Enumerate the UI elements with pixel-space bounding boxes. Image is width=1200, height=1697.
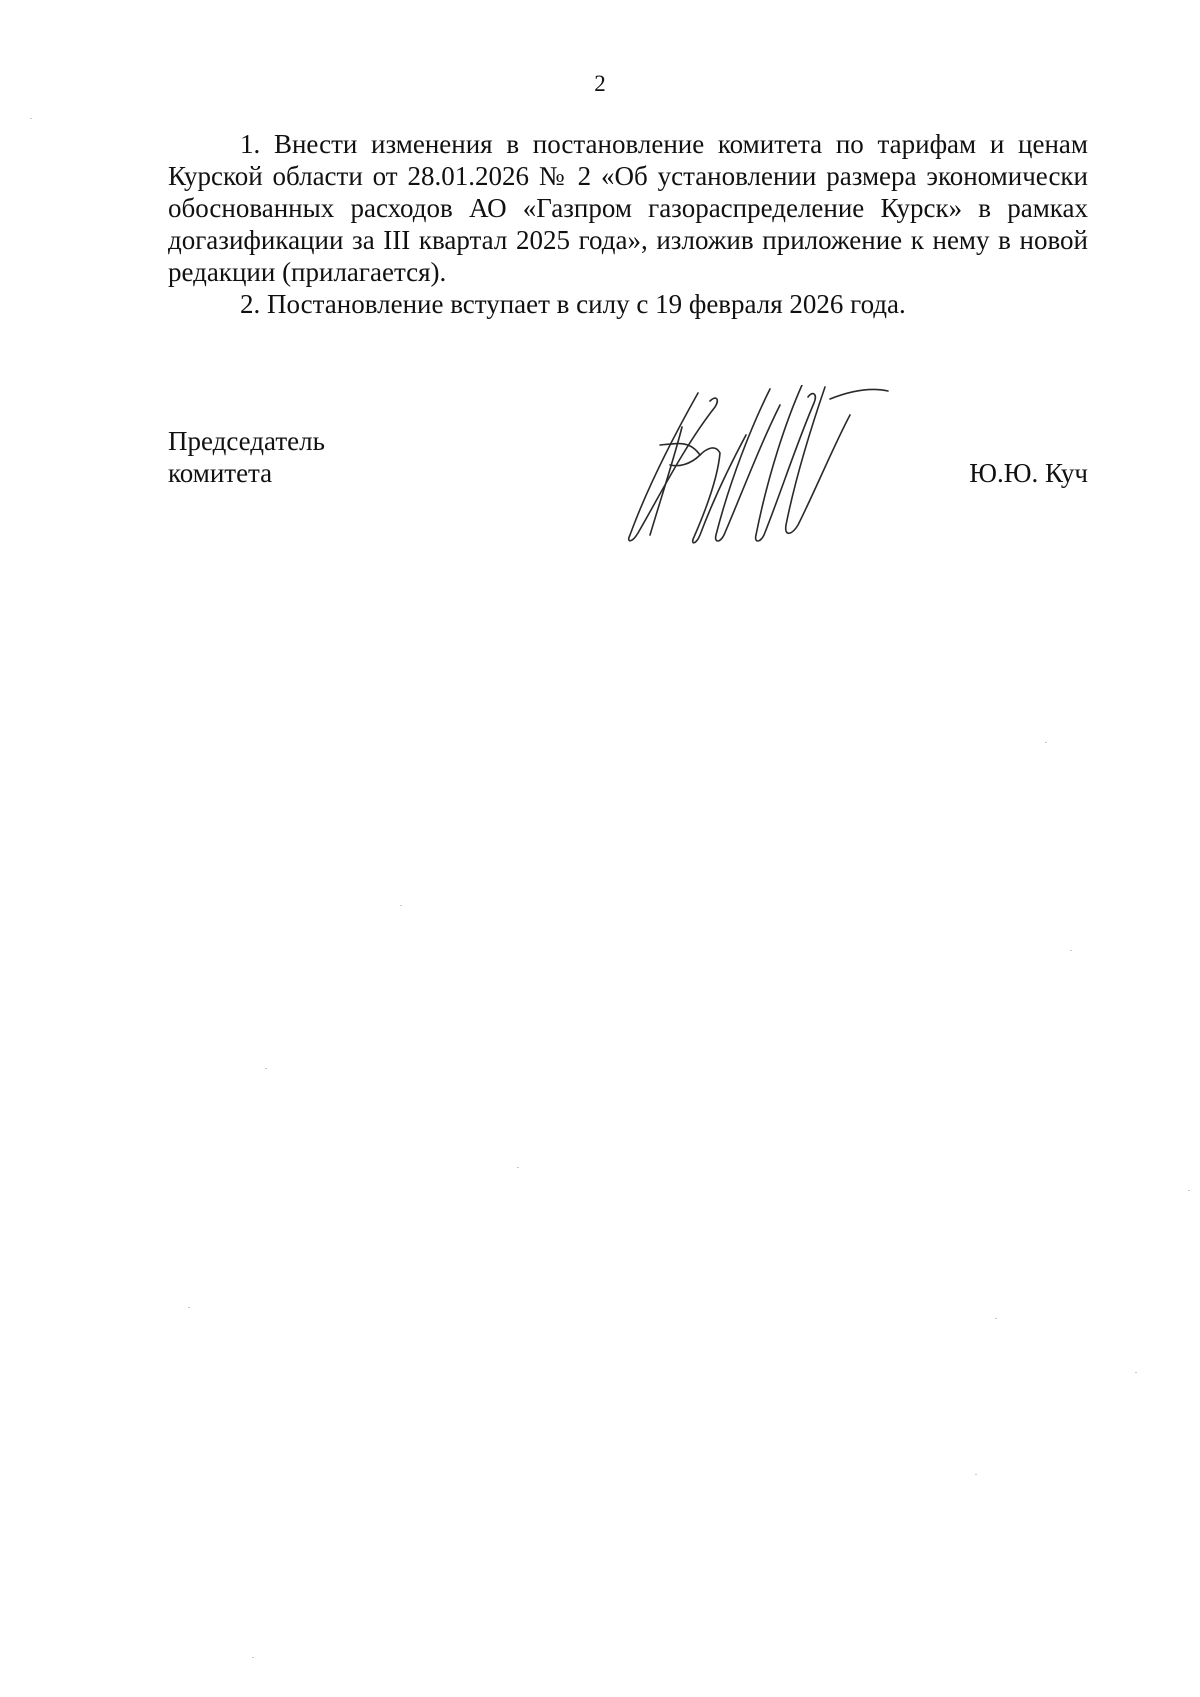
signer-position-line1: Председатель [168,426,325,456]
scan-speck [30,118,32,119]
scan-speck [1135,1372,1137,1373]
scan-speck [252,1657,254,1658]
scan-speck [1070,950,1072,951]
scan-speck [975,1474,977,1475]
scan-speck [1188,1190,1190,1191]
paragraph-amendment: 1. Внести изменения в постановление комитета по тарифам и ценам Курской области от 28.01.2026 № 2 «Об установлении размера экономически обоснованных расходов АО «Газпром газораспределение Курск» в рамках догазификации за III квартал 2025 года», изложив приложение к нему в новой редакции (прилагается). [168,129,1088,287]
scan-speck [188,1307,190,1308]
scan-speck [517,1167,519,1168]
signer-position [168,425,325,489]
document-body [168,128,1088,320]
scan-speck [265,1068,267,1069]
paragraph-effective-date: 2. Постановление вступает в силу с 19 февраля 2026 года. [240,289,906,319]
signer-position-line2: комитета [168,458,273,488]
page-number: 2 [594,71,606,96]
scan-speck [400,905,402,906]
handwritten-signature [620,385,910,545]
scan-speck [1045,742,1047,743]
scan-speck [995,1318,997,1319]
signer-name: Ю.Ю. Куч [969,458,1088,488]
